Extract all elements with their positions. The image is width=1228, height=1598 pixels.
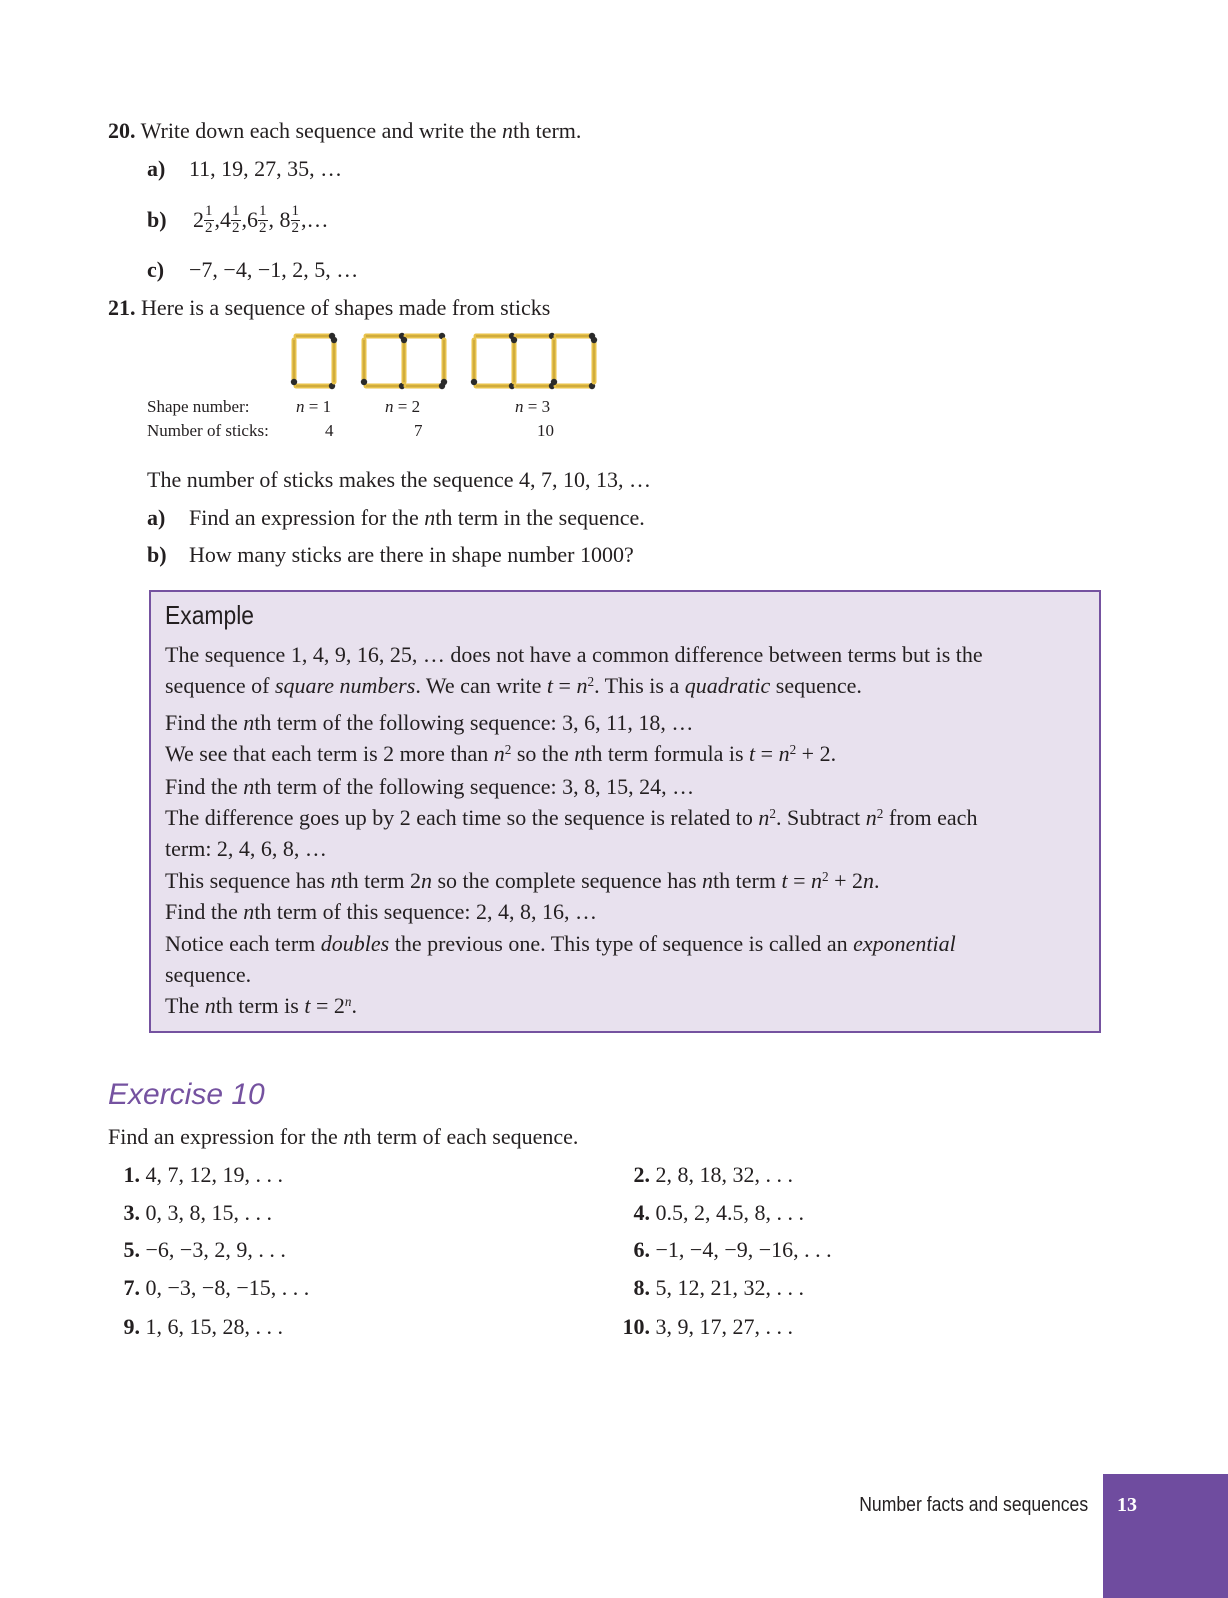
shape-1-label xyxy=(296,397,331,417)
chapter-title: Number facts and sequences xyxy=(859,1494,1088,1516)
exercise-title: Exercise 10 xyxy=(108,1078,265,1111)
part-text: −7, −4, −1, 2, 5, … xyxy=(189,257,359,282)
q20-part-b xyxy=(147,203,329,239)
example-line: Find the nth term of this sequence: 2, 4, 8, 16, … xyxy=(165,899,598,924)
question-number: 20. xyxy=(108,118,136,143)
shape-2-label xyxy=(385,397,420,417)
exercise-item: 1. 4, 7, 12, 19, . . . xyxy=(123,1162,283,1187)
fraction xyxy=(258,204,268,237)
page-number-tab xyxy=(1103,1474,1228,1598)
shape-eq: = 2 xyxy=(393,397,421,416)
fraction-numerator: 1 xyxy=(232,203,240,219)
mixed-number-whole: 2 xyxy=(193,207,204,233)
fraction-numerator: 1 xyxy=(259,203,267,219)
exercise-item: 3. 0, 3, 8, 15, . . . xyxy=(123,1200,272,1225)
q21-part-b xyxy=(147,542,634,568)
var-n: n xyxy=(296,397,305,416)
matchstick-head xyxy=(511,337,517,343)
question-number: 21. xyxy=(108,295,136,320)
exercise-intro: Find an expression for the nth term of each sequence. xyxy=(108,1124,579,1149)
exercise-item: 5. −6, −3, 2, 9, . . . xyxy=(123,1237,286,1262)
example-line: term: 2, 4, 6, 8, … xyxy=(165,836,327,861)
exercise-item: 8. 5, 12, 21, 32, . . . xyxy=(633,1275,804,1300)
sticks-count-row xyxy=(147,421,269,441)
var-n: n xyxy=(501,118,513,143)
fraction xyxy=(291,204,301,237)
shape-2-sticks: 7 xyxy=(414,421,423,440)
part-text-end: th term in the sequence. xyxy=(435,505,645,530)
example-line: The nth term is $t = 2^n$. xyxy=(165,993,357,1018)
mixed-number-sequence xyxy=(193,203,329,236)
shape-eq: = 3 xyxy=(523,397,551,416)
example-line: We see that each term is 2 more than $n^2$ so the nth term formula is $t = n^2 + 2$. xyxy=(165,741,837,766)
exercise-item: 7. 0, −3, −8, −15, . . . xyxy=(123,1275,310,1300)
example-line: Notice each term doubles the previous one. This type of sequence is called an exponential xyxy=(165,931,956,956)
matchstick-head xyxy=(551,379,557,385)
shape-eq: = 1 xyxy=(304,397,332,416)
exercise-item: 4. 0.5, 2, 4.5, 8, . . . xyxy=(633,1200,804,1225)
part-text: Find an expression for the xyxy=(189,505,425,530)
question-text: Write down each sequence and write the xyxy=(140,118,502,143)
sticks-count-label: Number of sticks: xyxy=(147,421,269,440)
stick-shapes-figure xyxy=(290,332,610,394)
shape-3-label xyxy=(515,397,550,417)
var-n: n xyxy=(424,505,436,530)
q21-part-a xyxy=(147,505,645,531)
exercise-item: 9. 1, 6, 15, 28, . . . xyxy=(123,1314,283,1339)
example-line: The difference goes up by 2 each time so the sequence is related to $n^2$. Subtract $n^2$ from each xyxy=(165,805,978,830)
exercise-item: 6. −1, −4, −9, −16, . . . xyxy=(633,1237,832,1262)
example-title: Example xyxy=(165,600,255,630)
example-line: sequence of square numbers. We can write $t = n^2$. This is a quadratic sequence. xyxy=(165,673,862,698)
fraction-numerator: 1 xyxy=(205,203,213,219)
mixed-number-whole: 6 xyxy=(247,207,258,233)
part-label: c) xyxy=(147,257,165,282)
mixed-number-whole: 4 xyxy=(220,207,231,233)
example-line: sequence. xyxy=(165,962,252,987)
q21-sequence-text: The number of sticks makes the sequence 4, 7, 10, 13, … xyxy=(147,467,652,492)
matchstick-head xyxy=(441,379,447,385)
q20-part-c xyxy=(147,257,358,283)
example-line: This sequence has nth term 2n so the complete sequence has nth term $t = n^2 + 2n$. xyxy=(165,868,880,893)
fraction xyxy=(231,204,241,237)
var-n: n xyxy=(515,397,524,416)
fraction-denominator: 2 xyxy=(205,219,213,236)
fraction xyxy=(204,204,214,237)
q20-part-a xyxy=(147,156,342,182)
shape-1-sticks: 4 xyxy=(325,421,334,440)
exercise-item: 10. 3, 9, 17, 27, . . . xyxy=(622,1314,793,1339)
part-label: a) xyxy=(147,156,166,181)
fraction-numerator: 1 xyxy=(291,203,299,219)
part-text: How many sticks are there in shape number 1000? xyxy=(189,542,634,567)
fraction-denominator: 2 xyxy=(291,219,299,236)
example-line: The sequence 1, 4, 9, 16, 25, … does not have a common difference between terms but is the xyxy=(165,642,983,667)
part-label: a) xyxy=(147,505,166,530)
question-text-end: th term. xyxy=(512,118,582,143)
matchstick-head xyxy=(291,379,297,385)
exercise-item: 2. 2, 8, 18, 32, . . . xyxy=(633,1162,793,1187)
part-text: 11, 19, 27, 35, … xyxy=(189,156,343,181)
example-line: Find the nth term of the following sequence: 3, 8, 15, 24, … xyxy=(165,774,695,799)
var-n: n xyxy=(385,397,394,416)
shape-3-sticks: 10 xyxy=(537,421,554,440)
part-label: b) xyxy=(147,207,167,233)
question-20 xyxy=(108,118,581,144)
matchstick-head xyxy=(591,337,597,343)
separator: , xyxy=(241,207,247,233)
fraction-denominator: 2 xyxy=(232,219,240,236)
separator: , xyxy=(268,207,274,233)
example-line: Find the nth term of the following sequence: 3, 6, 11, 18, … xyxy=(165,710,694,735)
separator: , xyxy=(214,207,220,233)
question-21 xyxy=(108,295,550,321)
example-box xyxy=(149,590,1101,1033)
fraction-denominator: 2 xyxy=(259,219,267,236)
mixed-number-whole: 8 xyxy=(274,207,291,233)
matchstick-head xyxy=(401,337,407,343)
question-text: Here is a sequence of shapes made from sticks xyxy=(141,295,551,320)
shape-number-row xyxy=(147,397,249,417)
matchstick-head xyxy=(471,379,477,385)
matchstick-head xyxy=(361,379,367,385)
shape-number-label: Shape number: xyxy=(147,397,250,416)
separator: ,… xyxy=(301,207,329,233)
page-number: 13 xyxy=(1117,1494,1137,1516)
matchstick-head xyxy=(331,337,337,343)
part-label: b) xyxy=(147,542,167,567)
